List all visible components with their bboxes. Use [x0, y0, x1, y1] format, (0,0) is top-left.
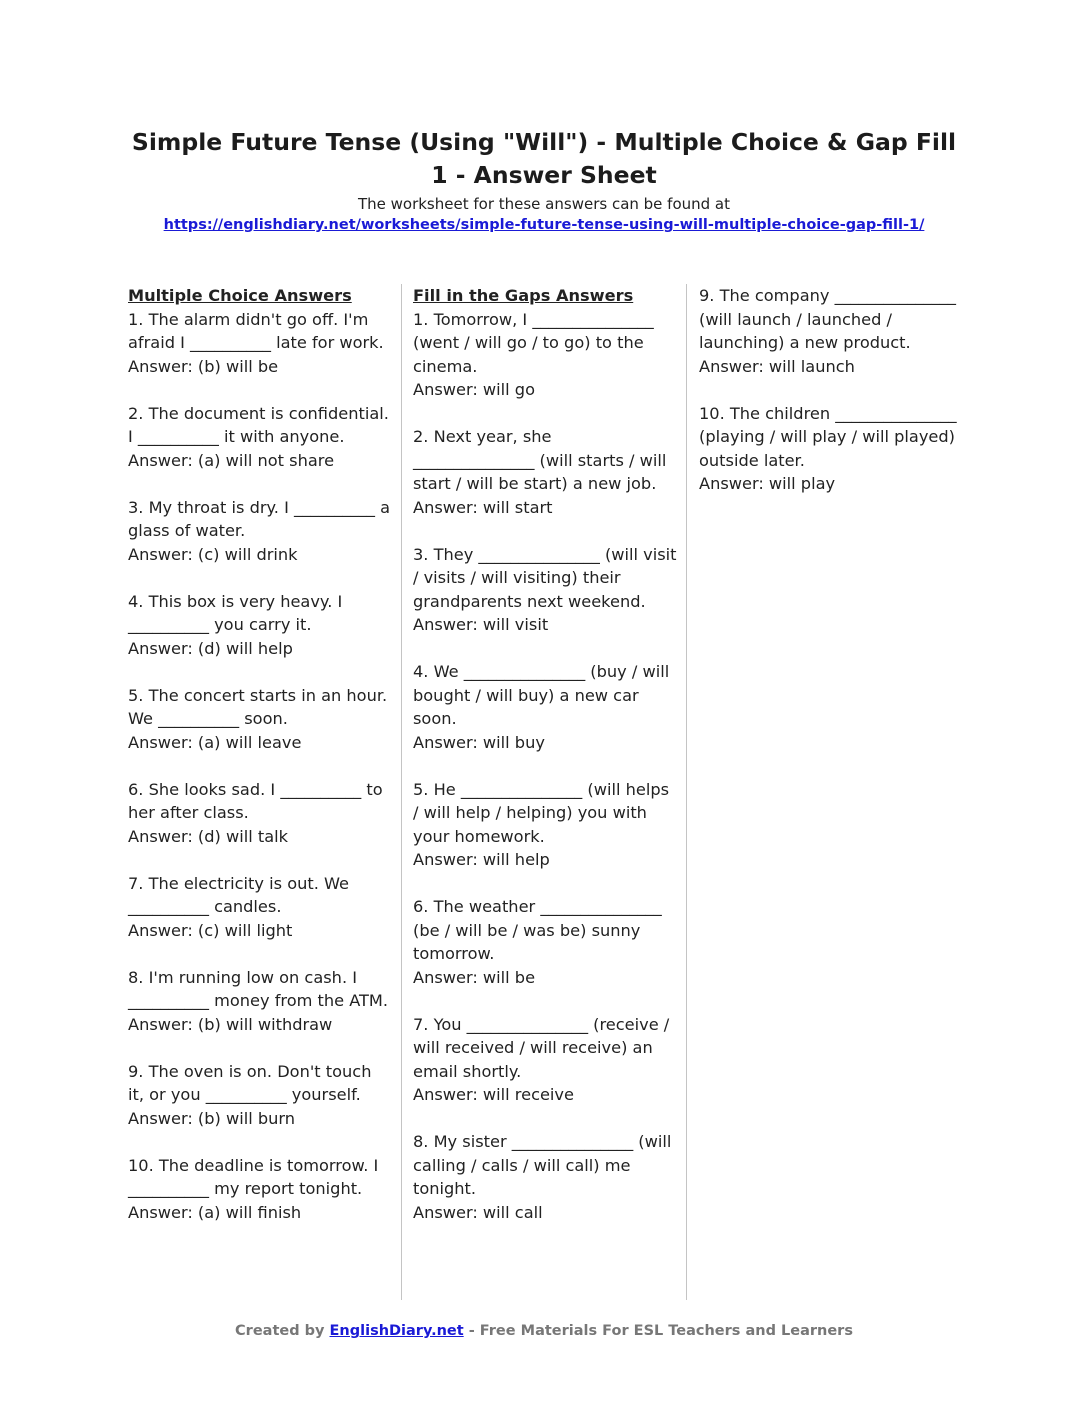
- footer-prefix: Created by: [235, 1323, 330, 1339]
- answer-text: Answer: will help: [413, 850, 550, 869]
- multiple-choice-column: [128, 284, 392, 1224]
- answer-text: Answer: will receive: [413, 1085, 574, 1104]
- question-text: 2. The document is confidential. I __________ it with anyone.: [128, 403, 389, 446]
- answer-text: Answer: (c) will light: [128, 920, 293, 940]
- list-item: [413, 660, 677, 754]
- list-item: [128, 872, 392, 943]
- footer-site-link[interactable]: EnglishDiary.net: [329, 1323, 464, 1339]
- gap-fill-column-continued: [699, 284, 963, 496]
- answer-text: Answer: (b) will be: [128, 356, 279, 376]
- list-item: [128, 684, 392, 755]
- list-item: [128, 778, 392, 849]
- page-subtitle: The worksheet for these answers can be found at: [357, 195, 731, 213]
- answer-text: Answer: will be: [413, 967, 536, 987]
- question-text: 2. Next year, she _______________ (will starts / will start / will be start) a new job.: [413, 427, 667, 493]
- question-text: 4. We _______________ (buy / will bought / will buy) a new car soon.: [413, 662, 670, 728]
- list-item: [413, 895, 677, 989]
- gap-fill-heading: Fill in the Gaps Answers: [413, 286, 634, 305]
- answer-text: Answer: (b) will withdraw: [128, 1014, 333, 1034]
- page-footer: [0, 1320, 1088, 1342]
- page-title: Simple Future Tense (Using "Will") - Multiple Choice & Gap Fill 1 - Answer Sheet: [131, 128, 957, 189]
- answer-text: Answer: will launch: [699, 356, 855, 376]
- answer-text: Answer: will call: [413, 1202, 543, 1222]
- answer-text: Answer: will buy: [413, 732, 545, 752]
- list-item: [413, 425, 677, 519]
- list-item: [699, 284, 963, 378]
- list-item: [413, 1013, 677, 1107]
- list-item: [128, 402, 392, 473]
- column-divider: [401, 284, 402, 1300]
- question-text: 10. The deadline is tomorrow. I __________ my report tonight.: [128, 1155, 379, 1198]
- question-text: 7. The electricity is out. We __________ candles.: [128, 873, 350, 916]
- question-text: 6. The weather _______________ (be / will be / was be) sunny tomorrow.: [413, 897, 662, 963]
- question-text: 9. The company _______________ (will launch / launched / launching) a new product.: [699, 286, 957, 352]
- question-text: 6. She looks sad. I __________ to her after class.: [128, 779, 383, 822]
- list-item: [413, 1130, 677, 1224]
- question-text: 7. You _______________ (receive / will received / will receive) an email shortly.: [413, 1014, 670, 1081]
- answer-text: Answer: will play: [699, 474, 836, 493]
- question-text: 3. They _______________ (will visit / visits / will visiting) their grandparents next weekend.: [413, 544, 677, 611]
- question-text: 4. This box is very heavy. I __________ you carry it.: [128, 591, 343, 634]
- question-text: 8. My sister _______________ (will calling / calls / will call) me tonight.: [413, 1132, 672, 1198]
- worksheet-link[interactable]: https://englishdiary.net/worksheets/simple-future-tense-using-will-multiple-choice-gap-fill-1/: [163, 217, 925, 233]
- answer-text: Answer: (d) will talk: [128, 826, 289, 846]
- column-divider: [686, 284, 687, 1300]
- answer-text: Answer: (a) will finish: [128, 1202, 302, 1222]
- answer-text: Answer: will start: [413, 497, 553, 517]
- page-header: [120, 126, 968, 236]
- answer-text: Answer: (a) will not share: [128, 450, 335, 470]
- list-item: [413, 543, 677, 637]
- footer-suffix: - Free Materials For ESL Teachers and Learners: [463, 1323, 853, 1339]
- question-text: 5. He _______________ (will helps / will help / helping) you with your homework.: [413, 779, 670, 846]
- question-text: 1. The alarm didn't go off. I'm afraid I __________ late for work.: [128, 309, 384, 352]
- list-item: [128, 590, 392, 661]
- question-text: 10. The children _______________ (playing / will play / will played) outside later.: [699, 403, 957, 470]
- question-text: 9. The oven is on. Don't touch it, or you __________ yourself.: [128, 1061, 372, 1104]
- answer-text: Answer: (c) will drink: [128, 544, 298, 564]
- question-text: 8. I'm running low on cash. I __________ money from the ATM.: [128, 967, 389, 1010]
- list-item: [128, 1060, 392, 1131]
- list-item: [128, 1154, 392, 1225]
- gap-fill-column: [413, 284, 677, 1224]
- list-item: [128, 496, 392, 567]
- question-text: 5. The concert starts in an hour. We __________ soon.: [128, 685, 388, 728]
- list-item: [699, 402, 963, 496]
- answer-text: Answer: (b) will burn: [128, 1108, 296, 1128]
- multiple-choice-heading: Multiple Choice Answers: [128, 286, 352, 305]
- list-item: [128, 308, 392, 379]
- question-text: 1. Tomorrow, I _______________ (went / will go / to go) to the cinema.: [413, 309, 654, 376]
- list-item: [413, 308, 677, 402]
- answer-text: Answer: (d) will help: [128, 638, 293, 658]
- answer-text: Answer: will go: [413, 380, 535, 399]
- answer-text: Answer: will visit: [413, 615, 549, 634]
- list-item: [413, 778, 677, 872]
- question-text: 3. My throat is dry. I __________ a glass of water.: [128, 497, 390, 540]
- list-item: [128, 966, 392, 1037]
- answer-text: Answer: (a) will leave: [128, 732, 302, 752]
